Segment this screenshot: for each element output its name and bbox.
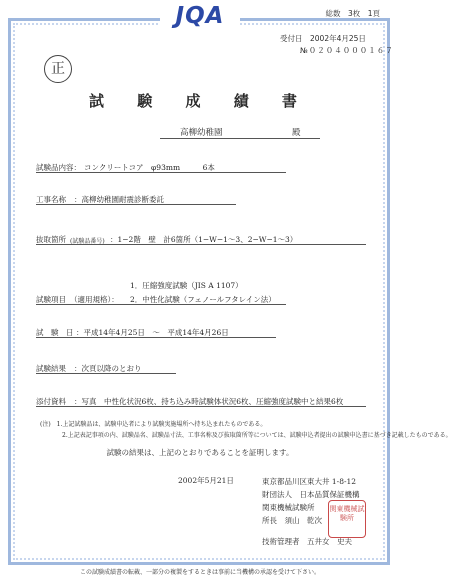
items-sublabel: （適用規格）： (70, 295, 119, 304)
issue-date: 2002年5月21日 (178, 476, 234, 485)
period-label: 試 験 日 (36, 328, 74, 337)
certification-statement: 試験の結果は、上記のとおりであることを証明します。 (106, 448, 294, 457)
received-date: 受付日 2002年4月25日 (280, 34, 366, 43)
issuer-director: 所長 須山 乾次 (262, 516, 322, 525)
location-sublabel: (試験品番号) (70, 238, 105, 245)
location-value: ：1−2階 壁 計6箇所（1−W−1〜3、2−W−1〜3） (110, 235, 298, 244)
test-item-1: 1．圧縮強度試験（JIS A 1107） (130, 281, 243, 290)
period-value: ：平成14年4月25日 〜 平成14年4月26日 (76, 328, 229, 337)
issuer-lab: 関東機械試験所 (262, 503, 315, 512)
reproduction-notice: この試験成績書の転載、一部分の複製をするときは事前に当機構の承認を受けて下さい。 (79, 569, 320, 576)
note-2: 2.上記表記事項の内、試験品名、試験品寸法、工事名称及び抜取箇所等については、試験申込者提出の試験申込書に基づき記載したものである。 (62, 432, 452, 439)
location-label: 抜取箇所 (36, 235, 66, 244)
technical-manager: 技術管理者 五井女 史夫 (262, 537, 352, 546)
attachments-underline (36, 406, 366, 407)
sample-underline (36, 172, 286, 173)
sample-label: 試験品内容： (36, 163, 81, 172)
attachments-label: 添付資料 (36, 397, 66, 406)
original-stamp: 正 (44, 55, 72, 83)
items-underline (36, 304, 286, 305)
result-label: 試験結果 (36, 364, 66, 373)
issuer-org-type: 財団法人 日本品質保証機構 (262, 490, 360, 499)
addressee-underline (160, 138, 320, 139)
page-count: 総数 3枚 1頁 (325, 9, 380, 18)
issuer-address: 東京都品川区東大井 1-8-12 (262, 477, 357, 486)
result-value: ：次頁以降のとおり (74, 364, 142, 373)
serial-number: №０２０４０００１６７ (300, 46, 394, 55)
official-seal: 関東機械試験所 (328, 500, 366, 538)
attachments-value: ：写真 中性化状況6枚、持ち込み時試験体状況6枚、圧縮強度試験中と結果6枚 (74, 397, 344, 406)
jqa-logo: JQA (160, 3, 240, 29)
project-underline (36, 204, 236, 205)
addressee-name: 高柳幼稚園 (180, 128, 223, 138)
period-underline (36, 337, 276, 338)
project-value: ：高柳幼稚園耐震診断委託 (74, 195, 164, 204)
result-underline (36, 373, 176, 374)
addressee-honorific: 殿 (292, 128, 301, 138)
document-title: 試 験 成 績 書 (89, 92, 311, 110)
note-1: (注) 1.上記試験品は、試験申込者により試験実施場所へ持ち込まれたものである。 (40, 421, 267, 428)
project-label: 工事名称 (36, 195, 66, 204)
items-label: 試験項目 (36, 295, 66, 304)
sample-value: コンクリートコア φ93mm 6本 (84, 163, 215, 172)
location-underline (36, 244, 366, 245)
test-item-2: 2．中性化試験（フェノールフタレイン法） (130, 295, 276, 304)
